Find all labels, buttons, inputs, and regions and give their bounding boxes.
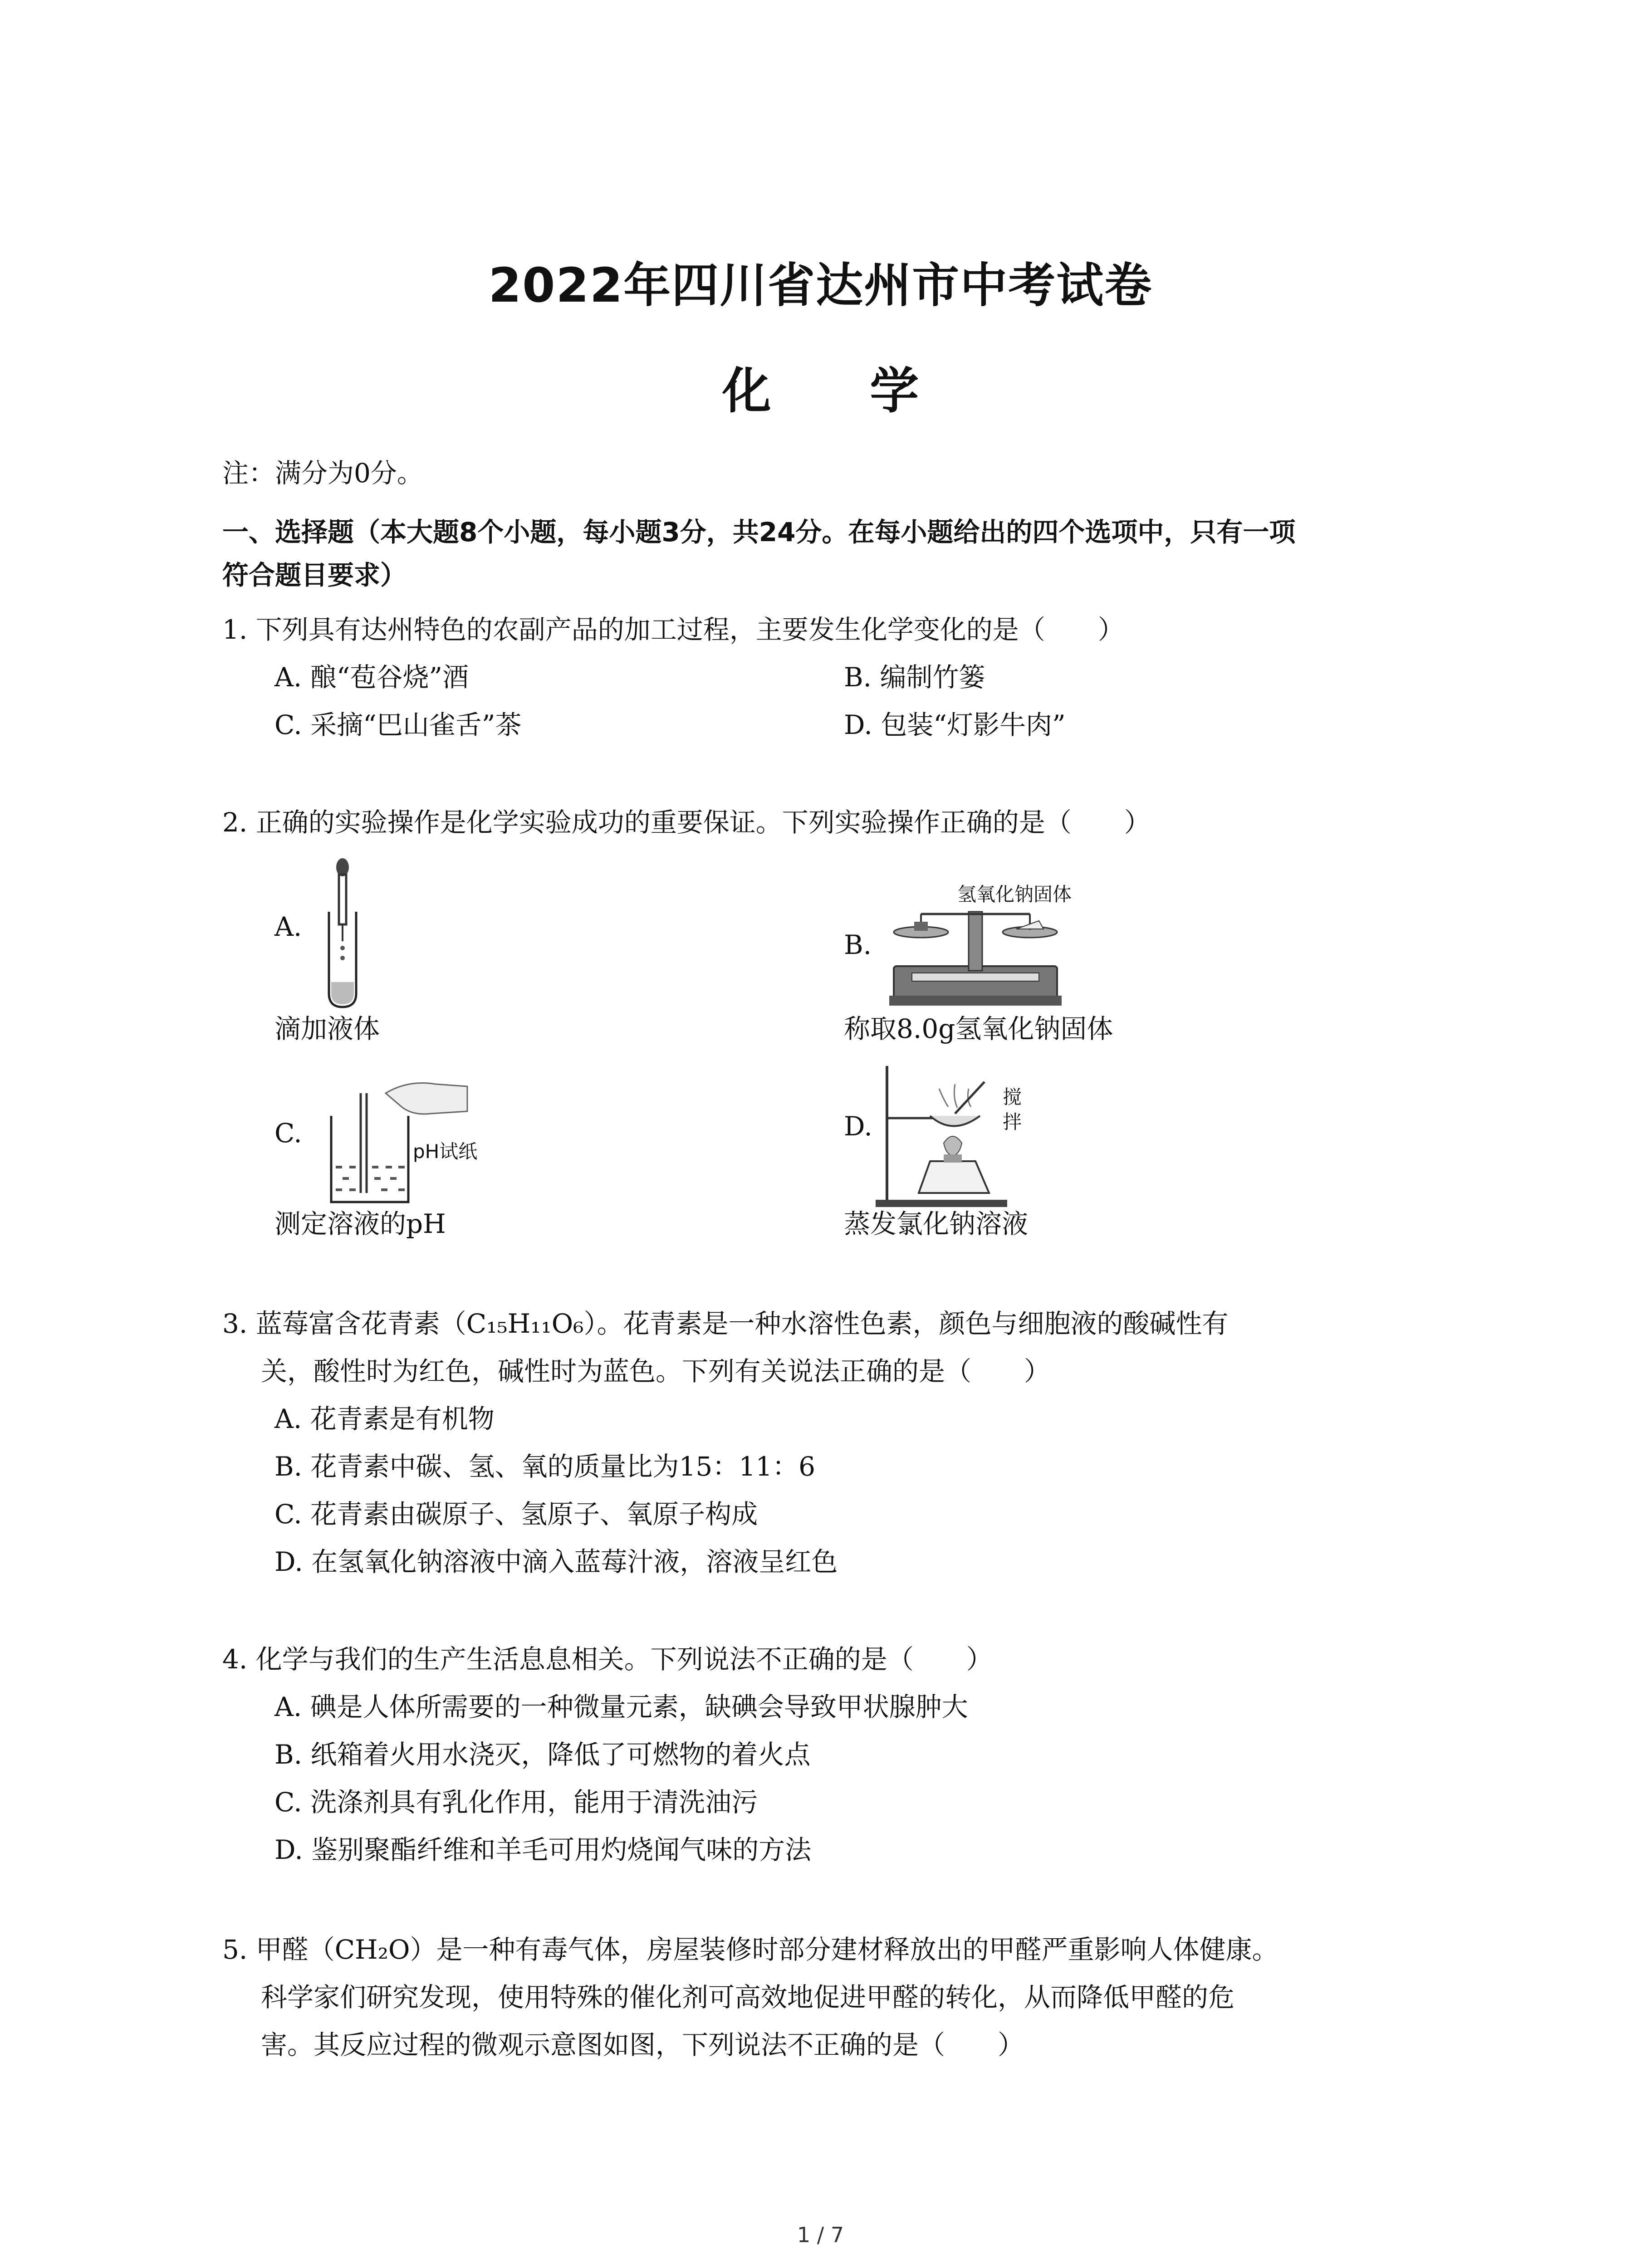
q3-option-a: A. 花青素是有机物 bbox=[274, 1403, 495, 1434]
q2-caption-a: 滴加液体 bbox=[274, 1013, 380, 1044]
stir-label-1: 搅 bbox=[1003, 1086, 1022, 1108]
balance-figure-label: 氢氧化钠固体 bbox=[957, 883, 1072, 905]
section-heading-line2: 符合题目要求） bbox=[222, 560, 407, 591]
q4-stem: 4. 化学与我们的生产生活息息相关。下列说法不正确的是（ ） bbox=[222, 1644, 993, 1675]
section-heading-line1: 一、选择题（本大题8个小题，每小题3分，共24分。在每小题给出的四个选项中，只有一项 bbox=[222, 517, 1296, 547]
evaporation-figure bbox=[876, 1057, 1030, 1211]
q5-stem-line1: 5. 甲醛（CH₂O）是一种有毒气体，房屋装修时部分建材释放出的甲醛严重影响人体健康。 bbox=[222, 1934, 1279, 1965]
q4-option-b: B. 纸箱着火用水浇灭，降低了可燃物的着火点 bbox=[274, 1739, 811, 1770]
q2-stem: 2. 正确的实验操作是化学实验成功的重要保证。下列实验操作正确的是（ ） bbox=[222, 807, 1151, 838]
score-note: 注：满分为0分。 bbox=[222, 458, 423, 489]
dropper-figure bbox=[313, 857, 372, 1012]
q2-option-b-letter: B. bbox=[844, 929, 872, 960]
q3-option-b: B. 花青素中碳、氢、氧的质量比为15：11：6 bbox=[274, 1451, 816, 1482]
q1-option-a: A. 酿“苞谷烧”酒 bbox=[274, 662, 469, 693]
page-number: 1 / 7 bbox=[797, 2223, 844, 2247]
q2-option-d-letter: D. bbox=[844, 1111, 872, 1142]
q4-option-d: D. 鉴别聚酯纤维和羊毛可用灼烧闻气味的方法 bbox=[274, 1834, 812, 1865]
q2-caption-c: 测定溶液的pH bbox=[274, 1208, 446, 1239]
q2-caption-d: 蒸发氯化钠溶液 bbox=[844, 1208, 1029, 1239]
q5-stem-line3: 害。其反应过程的微观示意图如图，下列说法不正确的是（ ） bbox=[261, 2029, 1024, 2060]
q2-caption-b bbox=[844, 1014, 1113, 1044]
stir-label-2: 拌 bbox=[1003, 1111, 1022, 1133]
dropper-test-tube-icon bbox=[313, 857, 372, 1012]
q4-option-c: C. 洗涤剂具有乳化作用，能用于清洗油污 bbox=[274, 1787, 758, 1818]
q3-option-d: D. 在氢氧化钠溶液中滴入蓝莓汁液，溶液呈红色 bbox=[274, 1546, 838, 1577]
q2-option-a-letter: A. bbox=[274, 911, 302, 942]
q3-stem-line1: 3. 蓝莓富含花青素（C₁₅H₁₁O₆）。花青素是一种水溶性色素，颜色与细胞液的酸碱性有 bbox=[222, 1308, 1229, 1339]
subject-title: 化 学 bbox=[722, 363, 960, 420]
q2-caption-b-text: 称取8.0g氢氧化钠固体 bbox=[844, 1013, 1113, 1044]
page-title: 2022年四川省达州市中考试卷 bbox=[488, 258, 1153, 313]
q1-option-c: C. 采摘“巴山雀舌”茶 bbox=[274, 709, 522, 740]
q3-stem-line2: 关，酸性时为红色，碱性时为蓝色。下列有关说法正确的是（ ） bbox=[261, 1356, 1051, 1387]
q5-stem-line2: 科学家们研究发现，使用特殊的催化剂可高效地促进甲醛的转化，从而降低甲醛的危 bbox=[261, 1982, 1235, 2013]
q4-option-a: A. 碘是人体所需要的一种微量元素，缺碘会导致甲状腺肿大 bbox=[274, 1691, 968, 1722]
q1-stem: 1. 下列具有达州特色的农副产品的加工过程，主要发生化学变化的是（ ） bbox=[222, 614, 1124, 645]
q1-option-b: B. 编制竹篓 bbox=[844, 662, 985, 693]
ph-paper-label: pH试纸 bbox=[413, 1140, 478, 1163]
evaporation-dish-icon bbox=[876, 1057, 1030, 1211]
q1-option-d: D. 包装“灯影牛肉” bbox=[844, 709, 1066, 740]
q3-option-c: C. 花青素由碳原子、氢原子、氧原子构成 bbox=[274, 1499, 758, 1530]
q2-option-c-letter: C. bbox=[274, 1118, 302, 1149]
